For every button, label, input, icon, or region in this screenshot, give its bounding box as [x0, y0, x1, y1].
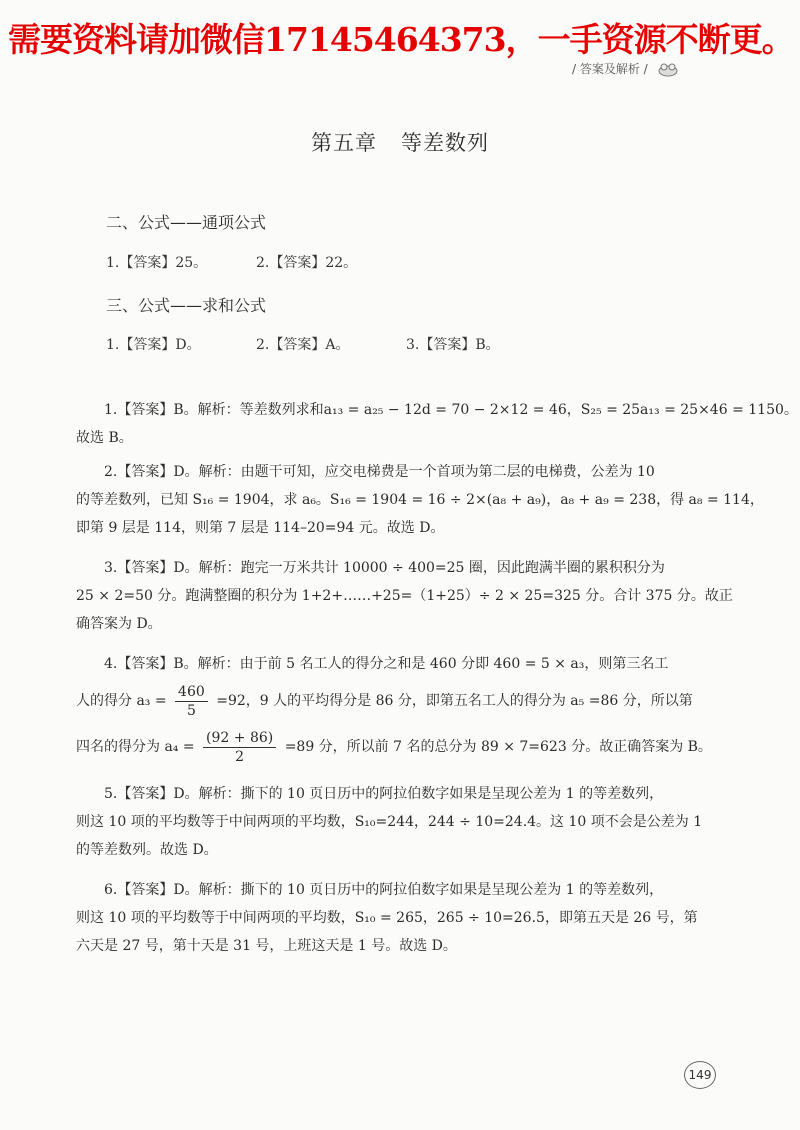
- explanation-q4: [76, 650, 712, 770]
- answer-item: 1.【答案】D。: [106, 337, 201, 353]
- chapter-name: 等差数列: [401, 131, 489, 155]
- text-segment: 四名的得分为 a₄ =: [76, 739, 195, 755]
- explanation-q2: [76, 458, 764, 542]
- answer-item: 1.【答案】25。: [106, 255, 208, 271]
- explanation-q6: [76, 876, 712, 960]
- text-line: 2.【答案】D。解析：由题干可知，应交电梯费是一个首项为第二层的电梯费，公差为 10: [104, 464, 655, 480]
- text-line: 4.【答案】B。解析：由于前 5 名工人的得分之和是 460 分即 460 = 5 × a₃，则第三名工: [104, 656, 669, 672]
- text-line: 6.【答案】D。解析：撕下的 10 页日历中的阿拉伯数字如果是呈现公差为 1 的等差数列，: [104, 882, 664, 898]
- header-tag-text: / 答案及解析 /: [572, 62, 648, 76]
- text-segment: 人的得分 a₃ =: [76, 693, 167, 709]
- answer-item: 3.【答案】B。: [406, 337, 500, 353]
- fraction-numerator: 460: [175, 683, 208, 702]
- text-line: 25 × 2=50 分。跑满整圈的积分为 1+2+……+25=（1+25）÷ 2 × 25=325 分。合计 375 分。故正: [76, 588, 733, 604]
- fraction-denominator: 5: [186, 702, 196, 719]
- text-line: 的等差数列，已知 S₁₆ = 1904，求 a₆。S₁₆ = 1904 = 16 ÷ 2×(a₈ + a₉)，a₈ + a₉ = 238，得 a₈ = 114，: [76, 492, 764, 508]
- promo-banner: 需要资料请加微信17145464373，一手资源不断更。: [8, 20, 794, 59]
- section-heading: 二、公式——通项公式: [106, 213, 267, 232]
- text-line: 5.【答案】D。解析：撕下的 10 页日历中的阿拉伯数字如果是呈现公差为 1 的等差数列，: [104, 786, 664, 802]
- answer-item: 2.【答案】A。: [256, 337, 350, 353]
- mascot-icon: [656, 61, 680, 77]
- text-line: 确答案为 D。: [76, 616, 162, 632]
- text-line: 则这 10 项的平均数等于中间两项的平均数，S₁₀=244，244 ÷ 10=24.4。这 10 项不会是公差为 1: [76, 814, 703, 830]
- text-line: 则这 10 项的平均数等于中间两项的平均数，S₁₀ = 265，265 ÷ 10=26.5，即第五天是 26 号，第: [76, 910, 698, 926]
- fraction-numerator: (92 + 86): [203, 729, 276, 748]
- running-header: [572, 60, 680, 77]
- explanation-q5: [76, 780, 712, 864]
- section-heading: 三、公式——求和公式: [106, 296, 267, 315]
- chapter-label: 第五章: [311, 131, 377, 155]
- text-line: [76, 678, 712, 724]
- text-line: 3.【答案】D。解析：跑完一万米共计 10000 ÷ 400=25 圈，因此跑满半圈的累积积分为: [104, 560, 665, 576]
- explanation-q3: [76, 554, 733, 638]
- text-line: 即第 9 层是 114，则第 7 层是 114–20=94 元。故选 D。: [76, 520, 445, 536]
- text-segment: =89 分，所以前 7 名的总分为 89 × 7=623 分。故正确答案为 B。: [284, 739, 712, 755]
- answer-item: 2.【答案】22。: [256, 255, 358, 271]
- text-segment: =92，9 人的平均得分是 86 分，即第五名工人的得分为 a₅ =86 分，所以第: [216, 693, 693, 709]
- page-number: 149: [684, 1061, 716, 1089]
- fraction: [203, 729, 276, 766]
- chapter-title: [0, 127, 800, 157]
- text-line: 1.【答案】B。解析：等差数列求和a₁₃ = a₂₅ − 12d = 70 − 2×12 = 46，S₂₅ = 25a₁₃ = 25×46 = 1150。: [104, 402, 798, 418]
- answer-line: [106, 334, 500, 354]
- text-line: 故选 B。: [76, 430, 133, 446]
- fraction: [175, 683, 208, 720]
- fraction-denominator: 2: [235, 748, 245, 765]
- explanation-q1: [76, 396, 798, 452]
- answer-line: [106, 252, 357, 272]
- text-line: 六天是 27 号，第十天是 31 号，上班这天是 1 号。故选 D。: [76, 938, 457, 954]
- text-line: 的等差数列。故选 D。: [76, 842, 218, 858]
- text-line: [76, 724, 712, 770]
